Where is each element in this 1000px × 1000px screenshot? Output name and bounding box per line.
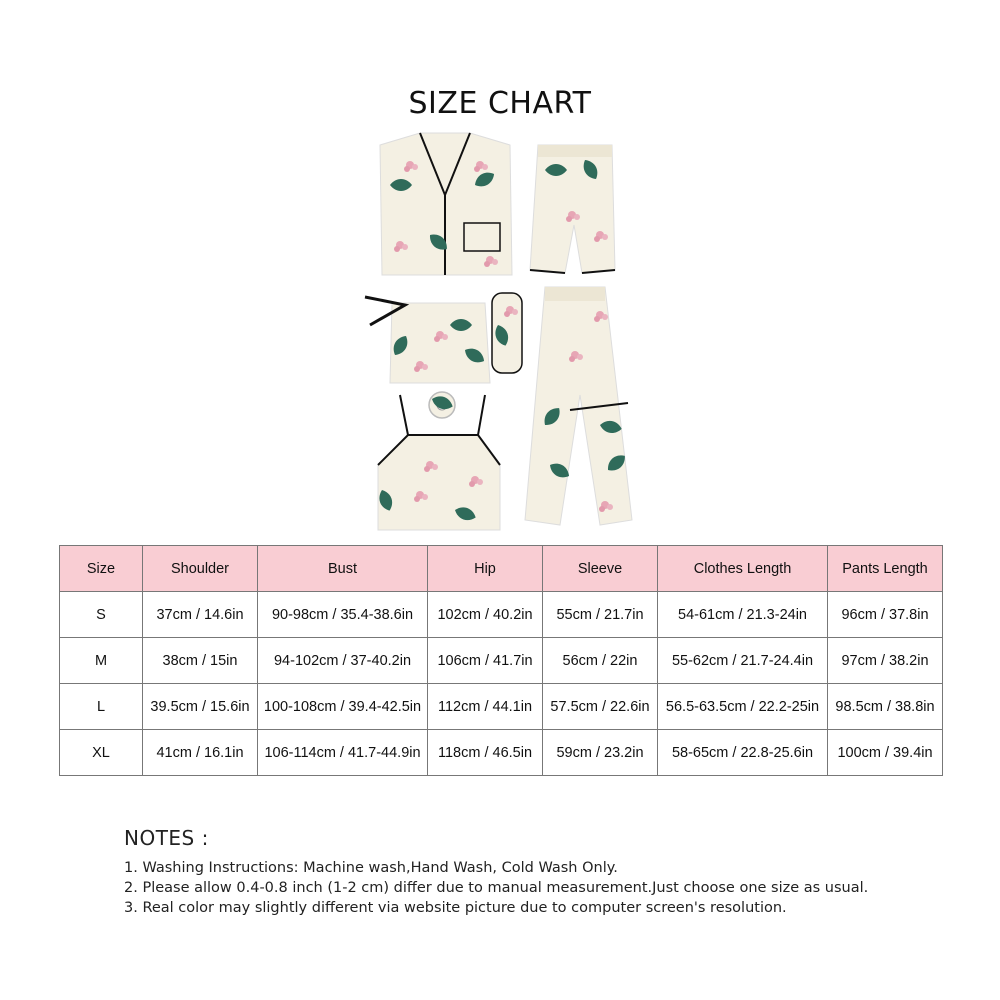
table-cell: L bbox=[60, 684, 143, 730]
notes-heading: NOTES : bbox=[124, 826, 209, 850]
table-row bbox=[60, 684, 943, 730]
long-pants bbox=[525, 287, 632, 525]
table-cell: 100cm / 39.4in bbox=[828, 730, 943, 776]
product-image bbox=[360, 125, 650, 540]
table-row bbox=[60, 592, 943, 638]
table-row bbox=[60, 730, 943, 776]
table-cell: 38cm / 15in bbox=[143, 638, 258, 684]
table-cell: 96cm / 37.8in bbox=[828, 592, 943, 638]
table-cell: 97cm / 38.2in bbox=[828, 638, 943, 684]
table-cell: 112cm / 44.1in bbox=[428, 684, 543, 730]
table-cell: 55cm / 21.7in bbox=[543, 592, 658, 638]
shirt bbox=[380, 133, 512, 275]
eye-mask bbox=[492, 293, 522, 373]
header-pants-length: Pants Length bbox=[828, 546, 943, 592]
table-cell: 100-108cm / 39.4-42.5in bbox=[258, 684, 428, 730]
table-cell: 106cm / 41.7in bbox=[428, 638, 543, 684]
table-cell: 56.5-63.5cm / 22.2-25in bbox=[658, 684, 828, 730]
size-table bbox=[59, 545, 943, 776]
table-cell: 102cm / 40.2in bbox=[428, 592, 543, 638]
table-cell: 94-102cm / 37-40.2in bbox=[258, 638, 428, 684]
table-cell: 41cm / 16.1in bbox=[143, 730, 258, 776]
notes-section bbox=[124, 826, 868, 918]
table-cell: 59cm / 23.2in bbox=[543, 730, 658, 776]
table-cell: 56cm / 22in bbox=[543, 638, 658, 684]
table-cell: S bbox=[60, 592, 143, 638]
table-cell: 55-62cm / 21.7-24.4in bbox=[658, 638, 828, 684]
table-cell: 118cm / 46.5in bbox=[428, 730, 543, 776]
header-sleeve: Sleeve bbox=[543, 546, 658, 592]
note-item: 3. Real color may slightly different via website picture due to computer screen's resolution. bbox=[124, 900, 787, 916]
table-cell: 106-114cm / 41.7-44.9in bbox=[258, 730, 428, 776]
header-hip: Hip bbox=[428, 546, 543, 592]
table-cell: 98.5cm / 38.8in bbox=[828, 684, 943, 730]
header-shoulder: Shoulder bbox=[143, 546, 258, 592]
page-title: SIZE CHART bbox=[408, 86, 592, 121]
table-cell: 57.5cm / 22.6in bbox=[543, 684, 658, 730]
shorts bbox=[530, 145, 615, 273]
table-cell: 58-65cm / 22.8-25.6in bbox=[658, 730, 828, 776]
header-clothes-length: Clothes Length bbox=[658, 546, 828, 592]
note-item: 2. Please allow 0.4-0.8 inch (1-2 cm) differ due to manual measurement.Just choose one size as usual. bbox=[124, 880, 869, 896]
header-bust: Bust bbox=[258, 546, 428, 592]
scrunchie bbox=[429, 392, 455, 418]
table-cell: XL bbox=[60, 730, 143, 776]
table-cell: 54-61cm / 21.3-24in bbox=[658, 592, 828, 638]
table-header-row bbox=[60, 546, 943, 592]
note-item: 1. Washing Instructions: Machine wash,Hand Wash, Cold Wash Only. bbox=[124, 860, 618, 876]
table-cell: 39.5cm / 15.6in bbox=[143, 684, 258, 730]
header-size: Size bbox=[60, 546, 143, 592]
table-row bbox=[60, 638, 943, 684]
table-cell: M bbox=[60, 638, 143, 684]
table-cell: 37cm / 14.6in bbox=[143, 592, 258, 638]
camisole-shorts bbox=[365, 297, 490, 383]
table-cell: 90-98cm / 35.4-38.6in bbox=[258, 592, 428, 638]
